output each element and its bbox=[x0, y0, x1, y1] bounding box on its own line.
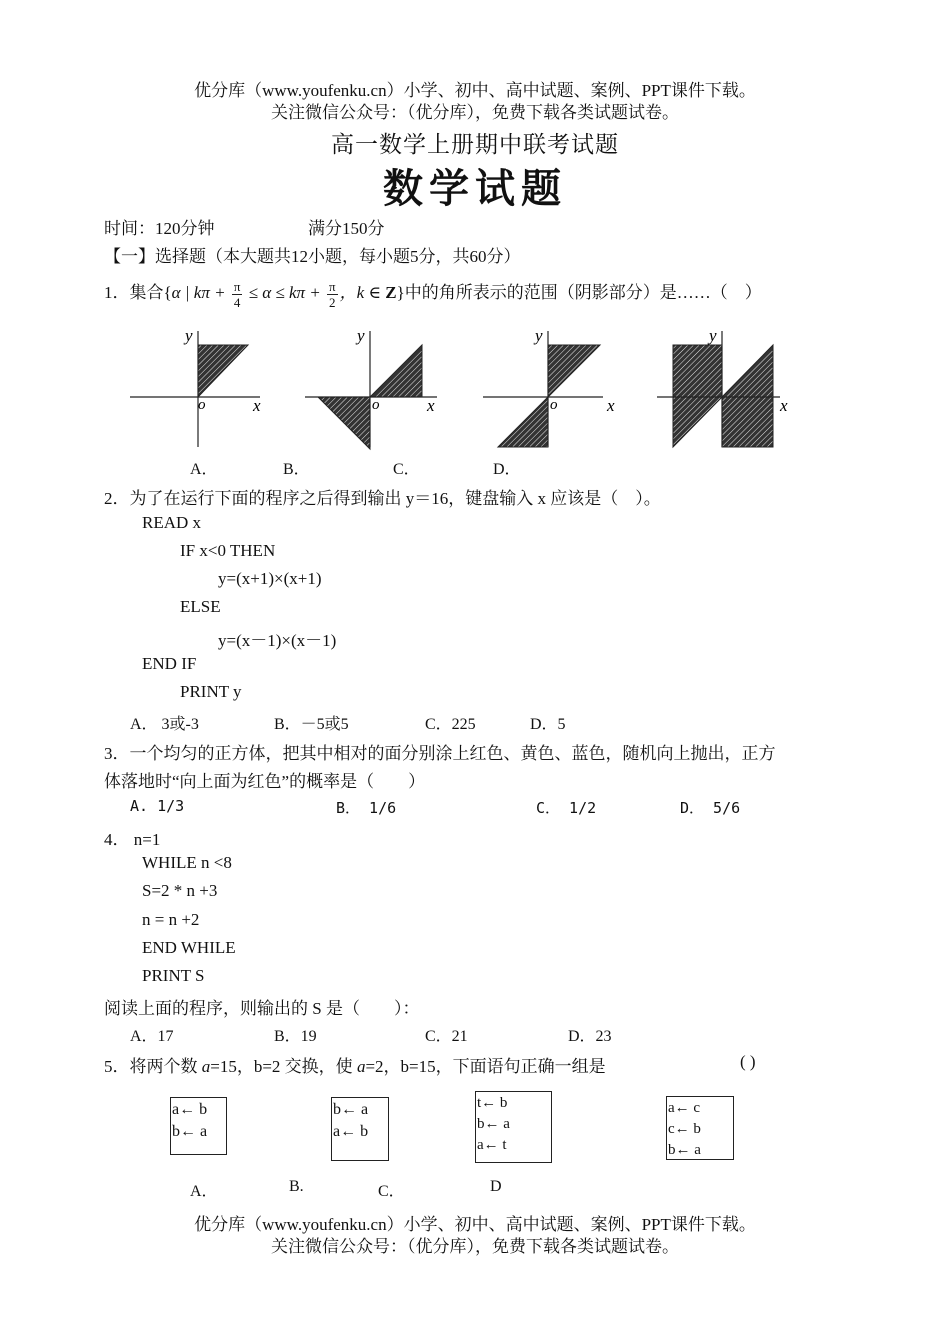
q4-code-line-6: PRINT S bbox=[142, 966, 205, 985]
q5-box-a-line-1: a← b bbox=[172, 1101, 208, 1118]
graph-d-shade-left bbox=[673, 345, 722, 447]
question-1 bbox=[104, 276, 762, 310]
q2-code-line-3: y=(x+1)×(x+1) bbox=[218, 569, 322, 588]
q3-option-c: C． 1/2 bbox=[536, 799, 597, 817]
q1-option-a: A． bbox=[190, 461, 218, 478]
header-line-1: 优分库（www.youfenku.cn）小学、初中、高中试题、案例、PPT课件下载。 bbox=[194, 81, 756, 100]
q5-option-b: B. bbox=[289, 1178, 304, 1195]
graph-b-x-label: x bbox=[427, 396, 435, 415]
q5-box-a-line-2: b← a bbox=[172, 1123, 208, 1140]
q1-suffix: }中的角所表示的范围（阴影部分）是……（ ） bbox=[396, 283, 762, 302]
q2-code-line-1: READ x bbox=[142, 513, 202, 532]
q1-fraction-1: $\frac{\pi}{4}$ bbox=[233, 278, 241, 310]
q1-fraction-2: $\frac{\pi}{2}$ bbox=[329, 278, 336, 310]
section-heading: 【一】选择题（本大题共12小题，每小题5分，共60分） bbox=[104, 247, 521, 266]
q5-box-d bbox=[666, 1096, 734, 1160]
question-3-line-2: 体落地时“向上面为红色”的概率是（ ） bbox=[104, 772, 426, 791]
exam-time: 时间：120分钟 bbox=[104, 219, 215, 238]
exam-score: 满分150分 bbox=[308, 219, 385, 238]
question-4: 阅读上面的程序，则输出的 S 是（ ）： bbox=[104, 999, 420, 1018]
q1-prefix: 1．集合{ bbox=[104, 283, 172, 302]
q5-option-d: D bbox=[490, 1178, 502, 1195]
q5-box-c-line-3: a← t bbox=[477, 1137, 507, 1153]
q5-option-a: A． bbox=[190, 1183, 218, 1200]
graph-d-x-label: x bbox=[780, 396, 788, 415]
q2-option-b: B．－5或5 bbox=[274, 716, 349, 733]
q5-answer-paren: ( ) bbox=[740, 1052, 756, 1071]
graph-b-shade-upper bbox=[370, 345, 422, 397]
page-title: 高一数学上册期中联考试题 bbox=[331, 132, 619, 158]
q5-box-b bbox=[331, 1097, 389, 1161]
q5-option-c: C． bbox=[378, 1183, 405, 1200]
q5-box-d-line-1: a← c bbox=[668, 1100, 701, 1116]
q5-box-c-line-2: b← a bbox=[477, 1116, 510, 1132]
q4-code-line-1: 4． n=1 bbox=[104, 830, 161, 849]
graph-c bbox=[483, 326, 615, 447]
graph-c-origin: o bbox=[550, 397, 558, 413]
q2-code-line-7: PRINT y bbox=[180, 682, 242, 701]
q5-box-c-line-1: t← b bbox=[477, 1095, 508, 1111]
question-3-line-1: 3．一个均匀的正方体，把其中相对的面分别涂上红色、黄色、蓝色，随机向上抛出，正方 bbox=[104, 744, 776, 763]
q5-box-d-line-3: b← a bbox=[668, 1142, 701, 1158]
q4-option-a: A．17 bbox=[130, 1028, 174, 1045]
graph-a-origin: o bbox=[198, 397, 206, 413]
q1-zset: Z bbox=[385, 283, 397, 302]
q5-box-b-line-2: a← b bbox=[333, 1123, 369, 1140]
q2-option-a: A． 3或-3 bbox=[130, 716, 199, 733]
question-2: 2．为了在运行下面的程序之后得到输出 y＝16，键盘输入 x 应该是（ ）。 bbox=[104, 489, 661, 508]
footer-line-2: 关注微信公众号：（优分库），免费下载各类试题试卷。 bbox=[271, 1237, 679, 1256]
page-subtitle: 数学试题 bbox=[383, 166, 567, 212]
footer-line-1: 优分库（www.youfenku.cn）小学、初中、高中试题、案例、PPT课件下载。 bbox=[194, 1215, 756, 1234]
graph-d-shade-right bbox=[722, 345, 773, 447]
q1-middle: ≤ α ≤ kπ + bbox=[248, 283, 321, 302]
graph-b-shade-lower bbox=[318, 397, 370, 449]
q5-box-a bbox=[170, 1097, 227, 1155]
graph-c-shade-upper bbox=[548, 345, 600, 397]
q4-code-line-2: WHILE n <8 bbox=[142, 853, 232, 872]
q4-option-c: C．21 bbox=[425, 1028, 468, 1045]
q3-option-a: A. 1/3 bbox=[130, 797, 185, 815]
q4-option-b: B．19 bbox=[274, 1028, 317, 1045]
graph-a-y-label: y bbox=[185, 326, 193, 345]
q4-option-d: D．23 bbox=[568, 1028, 612, 1045]
q2-option-c: C．225 bbox=[425, 716, 476, 733]
graph-c-shade-lower bbox=[498, 397, 548, 447]
q1-option-b: B． bbox=[283, 461, 310, 478]
q4-code-line-3: S=2 * n +3 bbox=[142, 881, 218, 900]
q2-code-line-5: y=(x－1)×(x－1) bbox=[218, 631, 337, 650]
q3-option-d: D． 5/6 bbox=[680, 799, 741, 817]
graph-c-x-label: x bbox=[607, 396, 615, 415]
graph-a-shade bbox=[198, 345, 248, 397]
graph-a bbox=[130, 326, 261, 447]
q1-graphs bbox=[125, 325, 805, 453]
q4-code-line-4: n = n +2 bbox=[142, 910, 200, 929]
graph-d-y-label: y bbox=[709, 326, 717, 345]
q5-box-d-line-2: c← b bbox=[668, 1121, 701, 1137]
header-line-2: 关注微信公众号：（优分库），免费下载各类试题试卷。 bbox=[271, 103, 679, 122]
q2-code-line-6: END IF bbox=[142, 654, 197, 673]
q5-box-c bbox=[475, 1091, 552, 1163]
graph-b-y-label: y bbox=[357, 326, 365, 345]
q3-option-b: B． 1/6 bbox=[336, 799, 397, 817]
q5-box-b-line-1: b← a bbox=[333, 1101, 369, 1118]
graph-c-y-label: y bbox=[535, 326, 543, 345]
question-5: 5．将两个数 a=15，b=2 交换，使 a=2，b=15，下面语句正确一组是 bbox=[104, 1057, 606, 1076]
graph-b bbox=[305, 326, 437, 449]
graph-b-origin: o bbox=[372, 397, 380, 413]
q1-option-c: C． bbox=[393, 461, 420, 478]
q1-set-var: α | kπ + bbox=[171, 283, 226, 302]
graph-d bbox=[657, 326, 788, 447]
q1-cond: ，k ∈ bbox=[339, 283, 381, 302]
q4-code-line-5: END WHILE bbox=[142, 938, 236, 957]
q1-option-d: D． bbox=[493, 461, 521, 478]
graph-a-x-label: x bbox=[253, 396, 261, 415]
q2-option-d: D．5 bbox=[530, 716, 566, 733]
q2-code-line-4: ELSE bbox=[180, 597, 221, 616]
q2-code-line-2: IF x<0 THEN bbox=[180, 541, 276, 560]
